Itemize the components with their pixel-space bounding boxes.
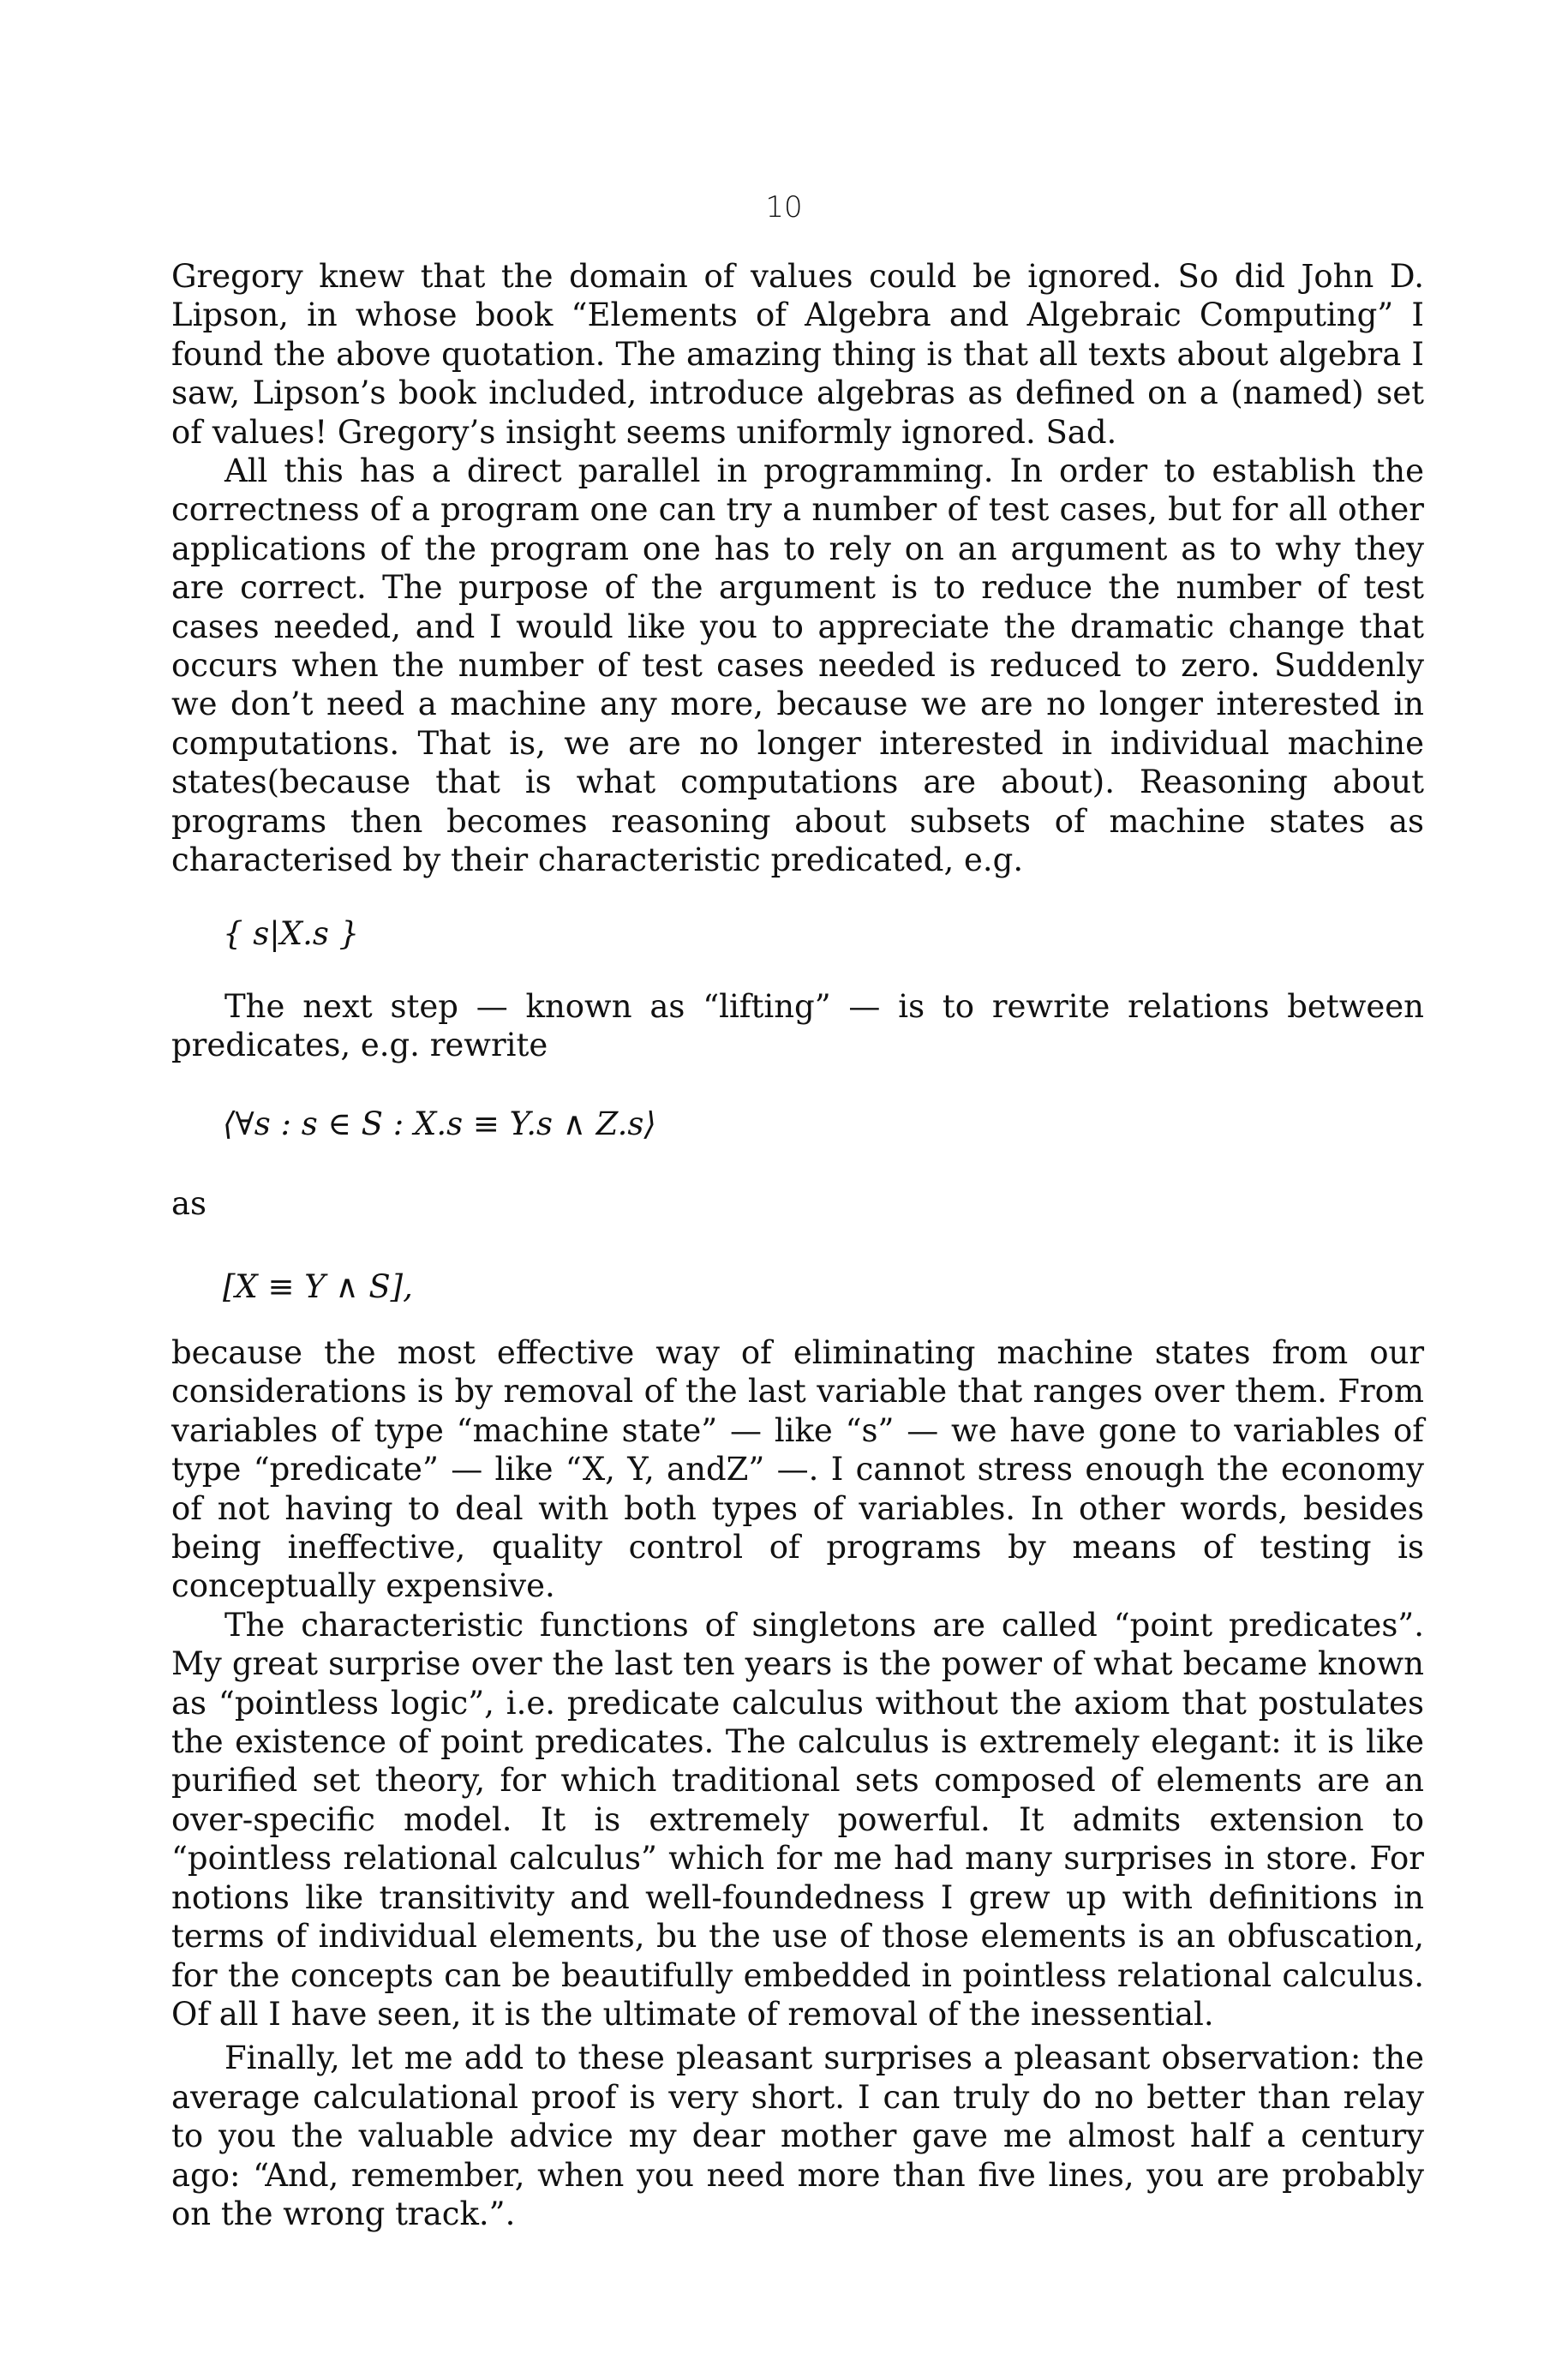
text-block-lifting	[171, 987, 1424, 1065]
word-as: as	[171, 1185, 207, 1222]
text-block-conclusion	[171, 1333, 1424, 2233]
paragraph-final-advice: Finally, let me add to these pleasant surprises a pleasant observation: the average calculational proof is very short. I can truly do no better than relay to you the valuable advice my dear mother gave me almost half a century ago: “And, remember, when you need more than five lines, you are probably on the wrong track.”.	[171, 2040, 1424, 2232]
paragraph-machine-states: because the most effective way of eliminating machine states from our considerations is by removal of the last variable that ranges over them. From variables of type “machine state” — like “s” — we have gone to variables of type “predicate” — like “X, Y, andZ” —. I cannot stress enough the economy of not having to deal with both types of variables. In other words, besides being ineffective, quality control of programs by means of testing is conceptually expensive.	[171, 1334, 1424, 1605]
page-number: 10	[765, 190, 803, 225]
formula-set-comprehension: { s|X.s }	[223, 915, 360, 952]
text-block-intro	[171, 257, 1424, 880]
paragraph-programming-parallel: All this has a direct parallel in programming. In order to establish the correctness of a program one can try a number of test cases, but for all other applications of the program one has to rely on an argument as to why they are correct. The purpose of the argument is to reduce the number of test cases needed, and I would like you to appreciate the dramatic change that occurs when the number of test cases needed is reduced to zero. Suddenly we don’t need a machine any more, because we are no longer interested in computations. That is, we are no longer interested in individual machine states(because that is what computations are about). Reasoning about programs then becomes reasoning about subsets of machine states as characterised by their characteristic predicated, e.g.	[171, 452, 1424, 879]
paragraph-lifting: The next step — known as “lifting” — is to rewrite relations between predicates, e.g. rewrite	[171, 988, 1424, 1064]
paragraph-gregory: Gregory knew that the domain of values could be ignored. So did John D. Lipson, in whose book “Elements of Algebra and Algebraic Computing” I found the above quotation. The amazing thing is that all texts about algebra I saw, Lipson’s book included, introduce algebras as defined on a (named) set of values! Gregory’s insight seems uniformly ignored. Sad.	[171, 258, 1424, 451]
formula-lifted: [X ≡ Y ∧ S],	[223, 1268, 413, 1305]
formula-quantified: ⟨∀s : s ∈ S : X.s ≡ Y.s ∧ Z.s⟩	[223, 1105, 656, 1142]
paragraph-pointless-logic: The characteristic functions of singletons are called “point predicates”. My great surprise over the last ten years is the power of what became known as “pointless logic”, i.e. predicate calculus without the axiom that postulates the existence of point predicates. The calculus is extremely elegant: it is like purified set theory, for which traditional sets composed of elements are an over-specific model. It is extremely powerful. It admits extension to “pointless relational calculus” which for me had many surprises in store. For notions like transitivity and well-foundedness I grew up with definitions in terms of individual elements, bu the use of those elements is an obfuscation, for the concepts can be beautifully embedded in pointless relational calculus. Of all I have seen, it is the ultimate of removal of the inessential.	[171, 1606, 1424, 2033]
